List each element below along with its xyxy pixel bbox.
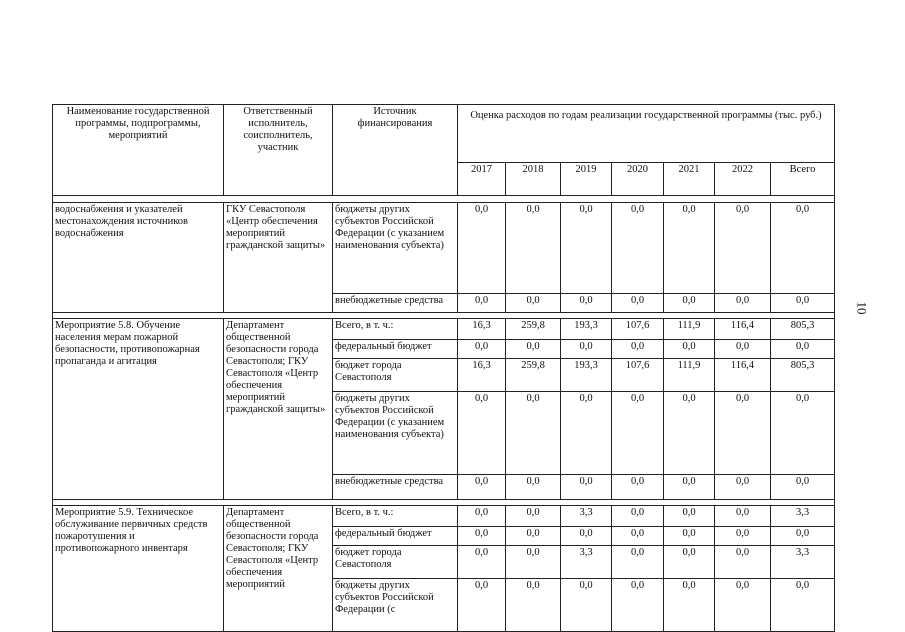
cost-value: 0,0 [458,294,506,313]
funding-source: внебюджетные средства [333,294,458,313]
cost-value: 0,0 [664,340,715,359]
cost-value: 0,0 [612,579,664,632]
cost-value: 0,0 [458,579,506,632]
cost-value: 0,0 [458,546,506,579]
funding-source: бюджеты других субъектов Российской Федерации (с [333,579,458,632]
cost-value: 805,3 [771,359,835,392]
cost-value: 0,0 [771,203,835,294]
row-gap [53,196,835,203]
funding-source: федеральный бюджет [333,527,458,546]
header-source: Источник финансирования [333,105,458,196]
cost-value: 3,3 [771,506,835,527]
cost-value: 0,0 [506,506,561,527]
cost-value: 0,0 [561,294,612,313]
cost-value: 0,0 [664,546,715,579]
funding-source: бюджеты других субъектов Российской Федерации (с указанием наименования субъекта) [333,203,458,294]
table-body [53,105,835,632]
cost-value: 16,3 [458,359,506,392]
cost-value: 0,0 [506,546,561,579]
cost-value: 107,6 [612,319,664,340]
cost-value: 0,0 [715,340,771,359]
cost-value: 0,0 [458,340,506,359]
cost-value: 0,0 [506,392,561,475]
cost-value: 0,0 [715,506,771,527]
year-header: 2020 [612,162,664,195]
cost-value: 0,0 [561,392,612,475]
year-header: Всего [771,162,835,195]
cost-value: 0,0 [715,527,771,546]
cost-value: 259,8 [506,319,561,340]
cost-value: 0,0 [771,579,835,632]
responsible-executor: Департамент общественной безопасности города Севастополя; ГКУ Севастополя «Центр обеспечения мероприятий [224,506,333,632]
cost-value: 0,0 [664,527,715,546]
cost-value: 193,3 [561,359,612,392]
cost-value: 0,0 [771,294,835,313]
cost-value: 0,0 [506,294,561,313]
year-header: 2021 [664,162,715,195]
cost-value: 111,9 [664,359,715,392]
cost-value: 0,0 [715,546,771,579]
cost-value: 0,0 [771,392,835,475]
activity-name: Мероприятие 5.9. Техническое обслуживание первичных средств пожаротушения и противопожарного инвентаря [53,506,224,632]
year-header: 2017 [458,162,506,195]
header-responsible: Ответственный исполнитель, соисполнитель, участник [224,105,333,196]
cost-value: 0,0 [771,340,835,359]
funding-source: Всего, в т. ч.: [333,319,458,340]
funding-source: федеральный бюджет [333,340,458,359]
cost-value: 0,0 [612,475,664,500]
cost-value: 107,6 [612,359,664,392]
funding-source: бюджеты других субъектов Российской Федерации (с указанием наименования субъекта) [333,392,458,475]
cost-value: 0,0 [771,475,835,500]
cost-value: 3,3 [561,546,612,579]
cost-value: 0,0 [458,506,506,527]
cost-value: 0,0 [664,506,715,527]
responsible-executor: Департамент общественной безопасности города Севастополя; ГКУ Севастополя «Центр обеспечения мероприятий гражданской защиты» [224,319,333,500]
header-costs: Оценка расходов по годам реализации государственной программы (тыс. руб.) [458,105,835,163]
cost-value: 0,0 [664,579,715,632]
cost-value: 0,0 [715,579,771,632]
cost-value: 0,0 [458,203,506,294]
year-header: 2018 [506,162,561,195]
cost-value: 0,0 [664,392,715,475]
cost-value: 0,0 [612,546,664,579]
cost-value: 0,0 [506,527,561,546]
cost-value: 0,0 [715,475,771,500]
cost-value: 0,0 [612,294,664,313]
year-header: 2019 [561,162,612,195]
cost-value: 0,0 [715,203,771,294]
cost-value: 3,3 [561,506,612,527]
table-row [53,506,835,527]
cost-value: 116,4 [715,319,771,340]
cost-value: 0,0 [458,475,506,500]
cost-value: 805,3 [771,319,835,340]
cost-value: 259,8 [506,359,561,392]
cost-value: 0,0 [506,475,561,500]
row-gap-cell [53,196,835,203]
budget-table [52,104,835,632]
cost-value: 0,0 [664,475,715,500]
cost-value: 116,4 [715,359,771,392]
funding-source: внебюджетные средства [333,475,458,500]
cost-value: 0,0 [612,506,664,527]
cost-value: 0,0 [664,294,715,313]
cost-value: 0,0 [715,294,771,313]
funding-source: Всего, в т. ч.: [333,506,458,527]
cost-value: 0,0 [458,527,506,546]
activity-name: водоснабжения и указателей местонахождения источников водоснабжения [53,203,224,313]
table-row [53,203,835,294]
cost-value: 0,0 [664,203,715,294]
cost-value: 3,3 [771,546,835,579]
cost-value: 0,0 [506,340,561,359]
table-row [53,319,835,340]
cost-value: 0,0 [561,475,612,500]
cost-value: 0,0 [612,203,664,294]
cost-value: 0,0 [612,340,664,359]
cost-value: 0,0 [506,579,561,632]
year-header: 2022 [715,162,771,195]
cost-value: 0,0 [561,340,612,359]
cost-value: 0,0 [715,392,771,475]
cost-value: 16,3 [458,319,506,340]
cost-value: 0,0 [561,527,612,546]
activity-name: Мероприятие 5.8. Обучение населения мерам пожарной безопасности, противопожарная пропаганда и агитация [53,319,224,500]
cost-value: 0,0 [612,527,664,546]
cost-value: 111,9 [664,319,715,340]
cost-value: 0,0 [506,203,561,294]
cost-value: 0,0 [612,392,664,475]
cost-value: 0,0 [561,203,612,294]
cost-value: 0,0 [561,579,612,632]
page-number: 10 [854,301,870,315]
cost-value: 0,0 [458,392,506,475]
funding-source: бюджет города Севастополя [333,546,458,579]
header-row [53,105,835,163]
header-name: Наименование государственной программы, подпрограммы, мероприятий [53,105,224,196]
cost-value: 0,0 [771,527,835,546]
funding-source: бюджет города Севастополя [333,359,458,392]
cost-value: 193,3 [561,319,612,340]
responsible-executor: ГКУ Севастополя «Центр обеспечения мероприятий гражданской защиты» [224,203,333,313]
